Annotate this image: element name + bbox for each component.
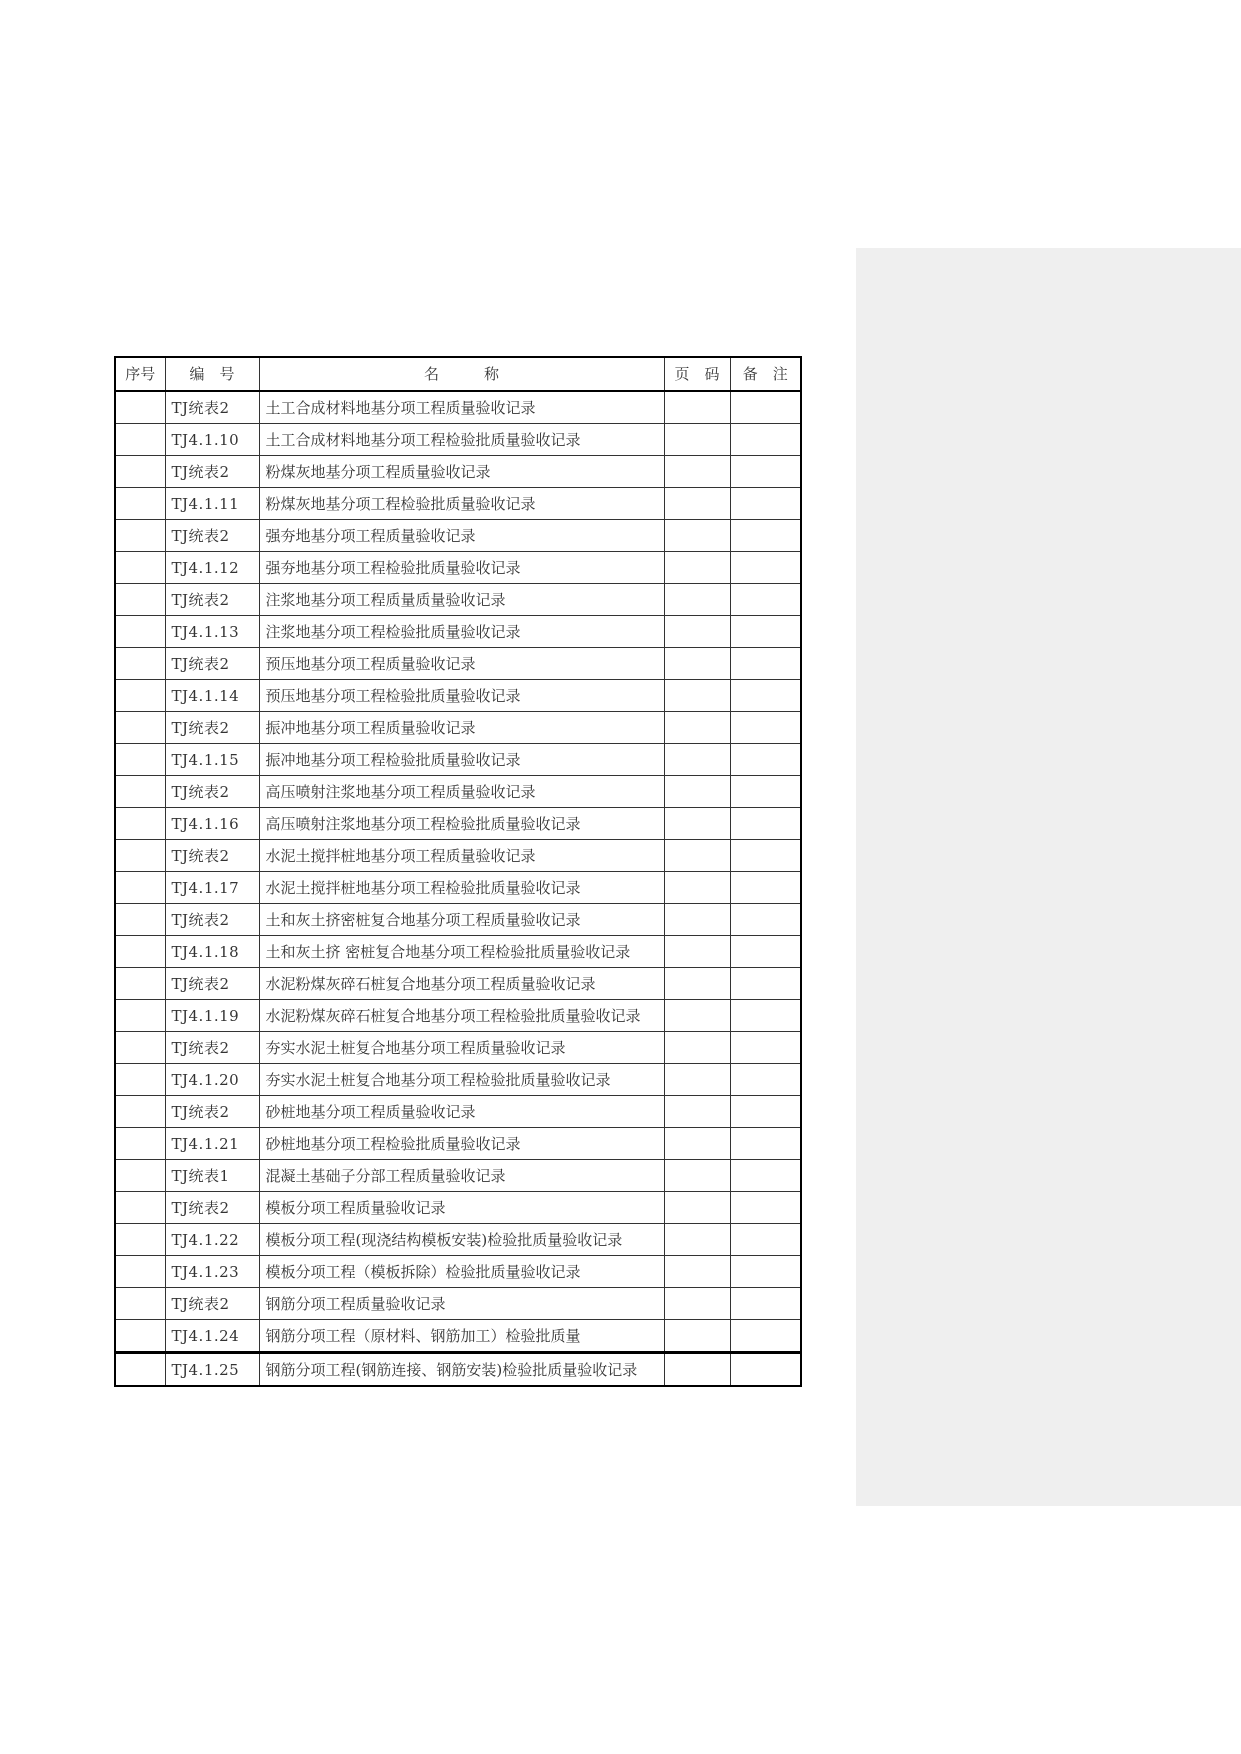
table-row [115,584,801,616]
cell-page [664,1064,730,1096]
cell-no [115,1192,165,1224]
cell-note [730,616,801,648]
cell-no [115,904,165,936]
cell-code: TJ统表2 [165,648,259,680]
cell-code: TJ4.1.14 [165,680,259,712]
cell-no [115,808,165,840]
cell-page [664,488,730,520]
cell-no [115,872,165,904]
cell-page [664,648,730,680]
cell-note [730,1353,801,1387]
cell-no [115,712,165,744]
cell-code: TJ4.1.10 [165,424,259,456]
cell-note [730,1064,801,1096]
cell-no [115,1096,165,1128]
cell-page [664,520,730,552]
table-row [115,1064,801,1096]
cell-page [664,584,730,616]
table-row [115,1096,801,1128]
table-row [115,1320,801,1353]
cell-page [664,1224,730,1256]
cell-no [115,1320,165,1353]
cell-page [664,872,730,904]
cell-name: 振冲地基分项工程质量验收记录 [259,712,664,744]
table-row [115,1256,801,1288]
cell-name: 钢筋分项工程(钢筋连接、钢筋安装)检验批质量验收记录 [259,1353,664,1387]
cell-name: 振冲地基分项工程检验批质量验收记录 [259,744,664,776]
cell-name: 粉煤灰地基分项工程检验批质量验收记录 [259,488,664,520]
cell-note [730,936,801,968]
cell-name: 夯实水泥土桩复合地基分项工程质量验收记录 [259,1032,664,1064]
cell-code: TJ统表2 [165,1032,259,1064]
cell-page [664,1096,730,1128]
cell-no [115,1224,165,1256]
cell-name: 模板分项工程质量验收记录 [259,1192,664,1224]
cell-page [664,808,730,840]
cell-page [664,1160,730,1192]
cell-page [664,1353,730,1387]
cell-no [115,936,165,968]
cell-note [730,968,801,1000]
cell-page [664,744,730,776]
cell-page [664,1032,730,1064]
cell-code: TJ4.1.16 [165,808,259,840]
cell-page [664,552,730,584]
cell-no [115,680,165,712]
cell-note [730,1096,801,1128]
cell-note [730,1032,801,1064]
cell-page [664,840,730,872]
cell-code: TJ统表2 [165,520,259,552]
cell-no [115,840,165,872]
cell-code: TJ统表2 [165,904,259,936]
cell-page [664,391,730,424]
cell-no [115,1288,165,1320]
cell-no [115,424,165,456]
cell-no [115,1128,165,1160]
header-page: 页 码 [664,357,730,391]
cell-page [664,904,730,936]
cell-code: TJ统表2 [165,968,259,1000]
table-row [115,1032,801,1064]
table-row [115,808,801,840]
table-row [115,616,801,648]
cell-name: 土工合成材料地基分项工程质量验收记录 [259,391,664,424]
cell-note [730,1256,801,1288]
cell-note [730,520,801,552]
table-row [115,648,801,680]
cell-code: TJ统表1 [165,1160,259,1192]
table-row [115,1192,801,1224]
cell-note [730,840,801,872]
cell-no [115,552,165,584]
cell-name: 预压地基分项工程检验批质量验收记录 [259,680,664,712]
cell-note [730,776,801,808]
cell-name: 土工合成材料地基分项工程检验批质量验收记录 [259,424,664,456]
table-row [115,1288,801,1320]
cell-page [664,776,730,808]
table-row [115,456,801,488]
cell-note [730,1320,801,1353]
cell-note [730,680,801,712]
cell-no [115,744,165,776]
cell-code: TJ4.1.25 [165,1353,259,1387]
table-row [115,1128,801,1160]
cell-note [730,808,801,840]
cell-no [115,1032,165,1064]
table-row [115,840,801,872]
cell-name: 预压地基分项工程质量验收记录 [259,648,664,680]
cell-page [664,1320,730,1353]
cell-code: TJ4.1.11 [165,488,259,520]
cell-note [730,744,801,776]
cell-no [115,520,165,552]
cell-page [664,712,730,744]
cell-note [730,872,801,904]
cell-code: TJ4.1.20 [165,1064,259,1096]
cell-note [730,552,801,584]
cell-code: TJ统表2 [165,1192,259,1224]
cell-code: TJ统表2 [165,840,259,872]
cell-no [115,584,165,616]
table-row [115,744,801,776]
cell-name: 砂桩地基分项工程质量验收记录 [259,1096,664,1128]
cell-name: 水泥土搅拌桩地基分项工程质量验收记录 [259,840,664,872]
cell-code: TJ统表2 [165,456,259,488]
cell-code: TJ4.1.15 [165,744,259,776]
cell-page [664,616,730,648]
document-index-table [114,356,802,1387]
cell-no [115,616,165,648]
cell-no [115,648,165,680]
cell-code: TJ统表2 [165,584,259,616]
cell-note [730,1224,801,1256]
header-row [115,357,801,391]
cell-code: TJ统表2 [165,776,259,808]
table-row [115,968,801,1000]
cell-name: 夯实水泥土桩复合地基分项工程检验批质量验收记录 [259,1064,664,1096]
table-row [115,520,801,552]
cell-note [730,1000,801,1032]
cell-name: 强夯地基分项工程检验批质量验收记录 [259,552,664,584]
cell-note [730,1288,801,1320]
cell-no [115,1160,165,1192]
table-row [115,680,801,712]
cell-name: 土和灰土挤密桩复合地基分项工程质量验收记录 [259,904,664,936]
cell-code: TJ4.1.19 [165,1000,259,1032]
cell-note [730,1160,801,1192]
table-body [115,391,801,1386]
cell-code: TJ统表2 [165,1288,259,1320]
cell-name: 水泥土搅拌桩地基分项工程检验批质量验收记录 [259,872,664,904]
cell-page [664,424,730,456]
cell-page [664,1000,730,1032]
cell-page [664,1192,730,1224]
cell-name: 注浆地基分项工程质量质量验收记录 [259,584,664,616]
cell-page [664,936,730,968]
cell-no [115,1000,165,1032]
cell-code: TJ4.1.22 [165,1224,259,1256]
cell-no [115,1353,165,1387]
table-row [115,552,801,584]
table-row [115,1160,801,1192]
cell-note [730,904,801,936]
table-row [115,1224,801,1256]
cell-code: TJ4.1.18 [165,936,259,968]
cell-name: 强夯地基分项工程质量验收记录 [259,520,664,552]
cell-note [730,1192,801,1224]
cell-note [730,648,801,680]
cell-page [664,1128,730,1160]
cell-code: TJ统表2 [165,712,259,744]
table-row [115,712,801,744]
table-row [115,776,801,808]
cell-no [115,968,165,1000]
cell-page [664,1256,730,1288]
cell-name: 砂桩地基分项工程检验批质量验收记录 [259,1128,664,1160]
cell-no [115,1064,165,1096]
cell-name: 模板分项工程（模板拆除）检验批质量验收记录 [259,1256,664,1288]
cell-name: 水泥粉煤灰碎石桩复合地基分项工程检验批质量验收记录 [259,1000,664,1032]
cell-note [730,712,801,744]
cell-page [664,680,730,712]
cell-code: TJ4.1.17 [165,872,259,904]
cell-name: 高压喷射注浆地基分项工程质量验收记录 [259,776,664,808]
table-row [115,904,801,936]
table-row [115,1000,801,1032]
header-note: 备 注 [730,357,801,391]
table-row [115,424,801,456]
table-row [115,1353,801,1387]
cell-name: 土和灰土挤 密桩复合地基分项工程检验批质量验收记录 [259,936,664,968]
cell-name: 高压喷射注浆地基分项工程检验批质量验收记录 [259,808,664,840]
cell-page [664,1288,730,1320]
cell-name: 模板分项工程(现浇结构模板安装)检验批质量验收记录 [259,1224,664,1256]
cell-name: 混凝土基础子分部工程质量验收记录 [259,1160,664,1192]
cell-page [664,968,730,1000]
table-row [115,872,801,904]
cell-code: TJ4.1.24 [165,1320,259,1353]
comment-pane [856,248,1241,1506]
cell-note [730,1128,801,1160]
cell-code: TJ4.1.12 [165,552,259,584]
cell-code: TJ4.1.21 [165,1128,259,1160]
cell-code: TJ4.1.23 [165,1256,259,1288]
cell-name: 钢筋分项工程质量验收记录 [259,1288,664,1320]
table-row [115,488,801,520]
cell-code: TJ统表2 [165,1096,259,1128]
header-code: 编 号 [165,357,259,391]
cell-name: 粉煤灰地基分项工程质量验收记录 [259,456,664,488]
cell-no [115,1256,165,1288]
cell-code: TJ4.1.13 [165,616,259,648]
cell-no [115,488,165,520]
table-row [115,936,801,968]
cell-note [730,391,801,424]
cell-name: 注浆地基分项工程检验批质量验收记录 [259,616,664,648]
cell-note [730,456,801,488]
cell-page [664,456,730,488]
cell-note [730,488,801,520]
cell-name: 水泥粉煤灰碎石桩复合地基分项工程质量验收记录 [259,968,664,1000]
header-no: 序号 [115,357,165,391]
cell-no [115,391,165,424]
table-row [115,391,801,424]
cell-name: 钢筋分项工程（原材料、钢筋加工）检验批质量 [259,1320,664,1353]
cell-note [730,584,801,616]
cell-no [115,776,165,808]
header-name: 名 称 [259,357,664,391]
cell-note [730,424,801,456]
cell-no [115,456,165,488]
cell-code: TJ统表2 [165,391,259,424]
